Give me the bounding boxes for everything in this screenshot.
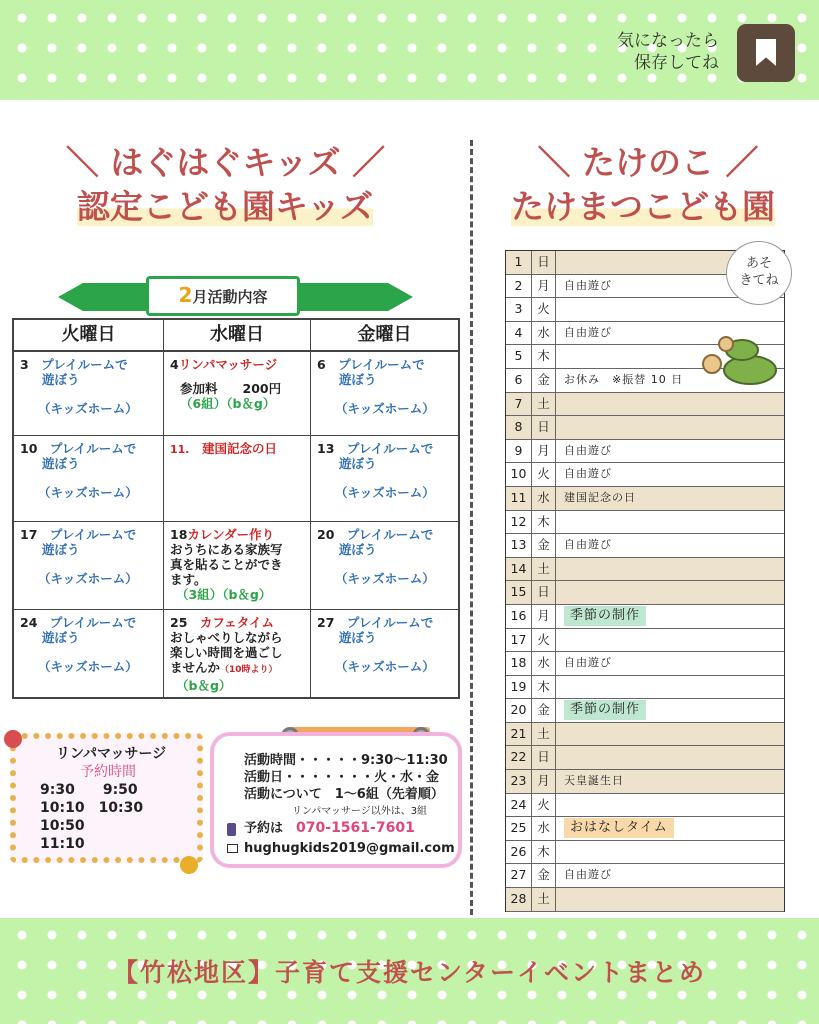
info-hours: 活動時間・・・・・9:30～11:30 xyxy=(244,753,448,768)
schedule-date: 5 xyxy=(506,345,532,368)
lymph-times-1: 9:30 9:50 xyxy=(40,782,138,798)
month-label xyxy=(146,276,300,316)
month-label-text: 月活動内容 xyxy=(192,288,268,306)
schedule-date: 3 xyxy=(506,298,532,321)
schedule-event-cell xyxy=(556,416,784,439)
schedule-event-cell xyxy=(556,605,784,628)
bookmark-icon xyxy=(756,39,776,66)
info-days: 活動日・・・・・・・火・水・金 xyxy=(244,770,440,785)
schedule-row xyxy=(506,393,784,417)
schedule-event: 天皇誕生日 xyxy=(564,774,624,788)
activity-info-box: 活動時間・・・・・9:30～11:30 活動日・・・・・・・火・水・金 活動について 1～6組（先着順） リンパマッサージ以外は、3組 予約は 070-1561-7601 hughugkids2019@gmail.com xyxy=(210,732,462,868)
schedule-event: 自由遊び xyxy=(564,443,612,457)
info-groups: 活動について 1～6組（先着順） xyxy=(244,787,444,802)
calendar-cell: 4リンパマッサージ 参加料 200円 （6組）（b＆g） xyxy=(164,352,311,436)
schedule-event-cell xyxy=(556,770,784,793)
schedule-date: 8 xyxy=(506,416,532,439)
turtle-illustration xyxy=(698,328,782,388)
schedule-row xyxy=(506,581,784,605)
schedule-event: 自由遊び xyxy=(564,868,612,882)
schedule-row xyxy=(506,794,784,818)
schedule-date: 13 xyxy=(506,534,532,557)
schedule-event-cell xyxy=(556,487,784,510)
schedule-row xyxy=(506,817,784,841)
schedule-event: 自由遊び xyxy=(564,325,612,339)
schedule-weekday: 日 xyxy=(532,581,556,604)
schedule-weekday: 土 xyxy=(532,888,556,911)
save-prompt-line1: 気になったら xyxy=(617,31,719,51)
schedule-weekday: 日 xyxy=(532,251,556,274)
schedule-row xyxy=(506,534,784,558)
schedule-date: 18 xyxy=(506,652,532,675)
schedule-weekday: 土 xyxy=(532,723,556,746)
schedule-event-cell xyxy=(556,864,784,887)
schedule-date: 10 xyxy=(506,463,532,486)
lymph-title: リンパマッサージ xyxy=(56,746,167,762)
schedule-weekday: 木 xyxy=(532,841,556,864)
schedule-event-cell xyxy=(556,676,784,699)
schedule-weekday: 日 xyxy=(532,416,556,439)
schedule-event-cell xyxy=(556,699,784,722)
calendar-cell: 11. 建国記念の日 xyxy=(164,436,311,522)
schedule-event: 建国記念の日 xyxy=(564,490,636,504)
schedule-date: 17 xyxy=(506,629,532,652)
schedule-event-cell xyxy=(556,534,784,557)
bookmark-button[interactable] xyxy=(737,24,795,82)
schedule-date: 9 xyxy=(506,440,532,463)
schedule-date: 14 xyxy=(506,558,532,581)
schedule-date: 15 xyxy=(506,581,532,604)
calendar-cell: 10 プレイルームで 遊ぼう （キッズホーム） xyxy=(14,436,164,522)
col-header-tue: 火曜日 xyxy=(14,320,164,352)
schedule-weekday: 日 xyxy=(532,746,556,769)
schedule-event: 自由遊び xyxy=(564,538,612,552)
calendar-cell: 6 プレイルームで 遊ぼう （キッズホーム） xyxy=(311,352,458,436)
info-note: リンパマッサージ以外は、3組 xyxy=(292,806,428,817)
schedule-date: 21 xyxy=(506,723,532,746)
phone-number[interactable]: 070-1561-7601 xyxy=(296,820,415,836)
schedule-weekday: 水 xyxy=(532,817,556,840)
schedule-row xyxy=(506,558,784,582)
mail-icon xyxy=(227,844,238,853)
schedule-row xyxy=(506,463,784,487)
schedule-row xyxy=(506,416,784,440)
column-divider xyxy=(470,140,473,915)
schedule-event-cell xyxy=(556,817,784,840)
schedule-weekday: 火 xyxy=(532,463,556,486)
schedule-date: 22 xyxy=(506,746,532,769)
schedule-weekday: 火 xyxy=(532,298,556,321)
schedule-event-cell xyxy=(556,393,784,416)
phone-icon xyxy=(227,823,236,836)
lymph-times-2: 10:10 10:30 10:50 xyxy=(40,800,158,834)
schedule-date: 11 xyxy=(506,487,532,510)
schedule-weekday: 月 xyxy=(532,275,556,298)
schedule-row xyxy=(506,652,784,676)
schedule-weekday: 水 xyxy=(532,652,556,675)
schedule-weekday: 金 xyxy=(532,699,556,722)
save-prompt xyxy=(617,30,719,74)
schedule-weekday: 火 xyxy=(532,629,556,652)
schedule-event-cell xyxy=(556,440,784,463)
schedule-weekday: 月 xyxy=(532,770,556,793)
schedule-date: 26 xyxy=(506,841,532,864)
calendar-cell: 17 プレイルームで 遊ぼう （キッズホーム） xyxy=(14,522,164,610)
email-address[interactable]: hughugkids2019@gmail.com xyxy=(244,841,455,856)
schedule-weekday: 水 xyxy=(532,487,556,510)
schedule-weekday: 木 xyxy=(532,345,556,368)
schedule-row xyxy=(506,605,784,629)
schedule-date: 12 xyxy=(506,511,532,534)
schedule-event-cell xyxy=(556,511,784,534)
schedule-weekday: 火 xyxy=(532,794,556,817)
col-header-fri: 金曜日 xyxy=(311,320,458,352)
calendar-cell: 20 プレイルームで 遊ぼう （キッズホーム） xyxy=(311,522,458,610)
schedule-event: 自由遊び xyxy=(564,467,612,481)
schedule-date: 7 xyxy=(506,393,532,416)
schedule-row xyxy=(506,770,784,794)
schedule-event-cell xyxy=(556,629,784,652)
col-header-wed: 水曜日 xyxy=(164,320,311,352)
calendar-cell: 25 カフェタイム おしゃべりしながら 楽しい時間を過ごし ませんか（10時より） （b＆g） xyxy=(164,610,311,697)
schedule-event: おはなしタイム xyxy=(564,818,674,838)
schedule-event-cell xyxy=(556,794,784,817)
calendar-cell: 27 プレイルームで 遊ぼう （キッズホーム） xyxy=(317,615,435,674)
schedule-event: 自由遊び xyxy=(564,656,612,670)
speech-bubble: あそ きてね xyxy=(726,241,792,305)
schedule-event-cell xyxy=(556,723,784,746)
footer-title: 【竹松地区】子育て支援センターイベントまとめ xyxy=(112,958,706,987)
schedule-event-cell xyxy=(556,888,784,911)
schedule-row xyxy=(506,746,784,770)
candy-decoration xyxy=(4,730,22,748)
schedule-weekday: 木 xyxy=(532,511,556,534)
schedule-date: 6 xyxy=(506,369,532,392)
schedule-event-cell xyxy=(556,463,784,486)
month-number: 2 xyxy=(178,283,193,307)
schedule-event-cell xyxy=(556,652,784,675)
left-title-line2: 認定こども園キッズ xyxy=(76,187,374,226)
activity-calendar xyxy=(12,318,460,699)
schedule-event: 季節の制作 xyxy=(564,606,646,626)
left-title-line1: ＼ はぐはぐキッズ ／ xyxy=(65,143,386,182)
schedule-date: 1 xyxy=(506,251,532,274)
schedule-weekday: 月 xyxy=(532,605,556,628)
schedule-row xyxy=(506,487,784,511)
schedule-weekday: 土 xyxy=(532,393,556,416)
schedule-weekday: 水 xyxy=(532,322,556,345)
schedule-date: 20 xyxy=(506,699,532,722)
right-title-line2: たけまつこども園 xyxy=(511,187,775,226)
save-prompt-line2: 保存してね xyxy=(634,53,719,73)
schedule-row xyxy=(506,298,784,322)
schedule-row xyxy=(506,723,784,747)
schedule-row xyxy=(506,629,784,653)
schedule-event: 季節の制作 xyxy=(564,700,646,720)
schedule-row xyxy=(506,888,784,912)
schedule-date: 19 xyxy=(506,676,532,699)
schedule-date: 28 xyxy=(506,888,532,911)
schedule-row xyxy=(506,864,784,888)
schedule-row xyxy=(506,511,784,535)
schedule-event: お休み ※振替 10 日 xyxy=(564,372,684,386)
schedule-weekday: 金 xyxy=(532,534,556,557)
lymph-massage-box xyxy=(10,733,203,863)
calendar-cell: 24 プレイルームで 遊ぼう （キッズホーム） xyxy=(14,610,164,697)
schedule-weekday: 月 xyxy=(532,440,556,463)
schedule-weekday: 土 xyxy=(532,558,556,581)
schedule-event-cell xyxy=(556,746,784,769)
schedule-date: 27 xyxy=(506,864,532,887)
candy-decoration xyxy=(180,856,198,874)
calendar-cell: 13 プレイルームで 遊ぼう （キッズホーム） xyxy=(311,436,458,522)
schedule-row xyxy=(506,676,784,700)
schedule-date: 2 xyxy=(506,275,532,298)
schedule-date: 24 xyxy=(506,794,532,817)
schedule-event: 自由遊び xyxy=(564,278,612,292)
calendar-cell: 3 プレイルームで 遊ぼう （キッズホーム） xyxy=(14,352,164,436)
schedule-date: 23 xyxy=(506,770,532,793)
schedule-event-cell xyxy=(556,841,784,864)
schedule-event-cell xyxy=(556,581,784,604)
lymph-times-3: 11:10 xyxy=(40,836,85,852)
schedule-event-cell xyxy=(556,558,784,581)
calendar-cell: 18カレンダー作り おうちにある家族写 真を貼ることができ ます。 （3組）（b＆g） xyxy=(164,522,311,610)
schedule-date: 16 xyxy=(506,605,532,628)
schedule-row xyxy=(506,440,784,464)
schedule-row xyxy=(506,841,784,865)
schedule-date: 25 xyxy=(506,817,532,840)
schedule-weekday: 金 xyxy=(532,369,556,392)
schedule-weekday: 金 xyxy=(532,864,556,887)
right-title-line1: ＼ たけのこ ／ xyxy=(537,143,759,182)
schedule-date: 4 xyxy=(506,322,532,345)
schedule-weekday: 木 xyxy=(532,676,556,699)
schedule-row xyxy=(506,699,784,723)
lymph-subtitle: 予約時間 xyxy=(80,764,136,780)
